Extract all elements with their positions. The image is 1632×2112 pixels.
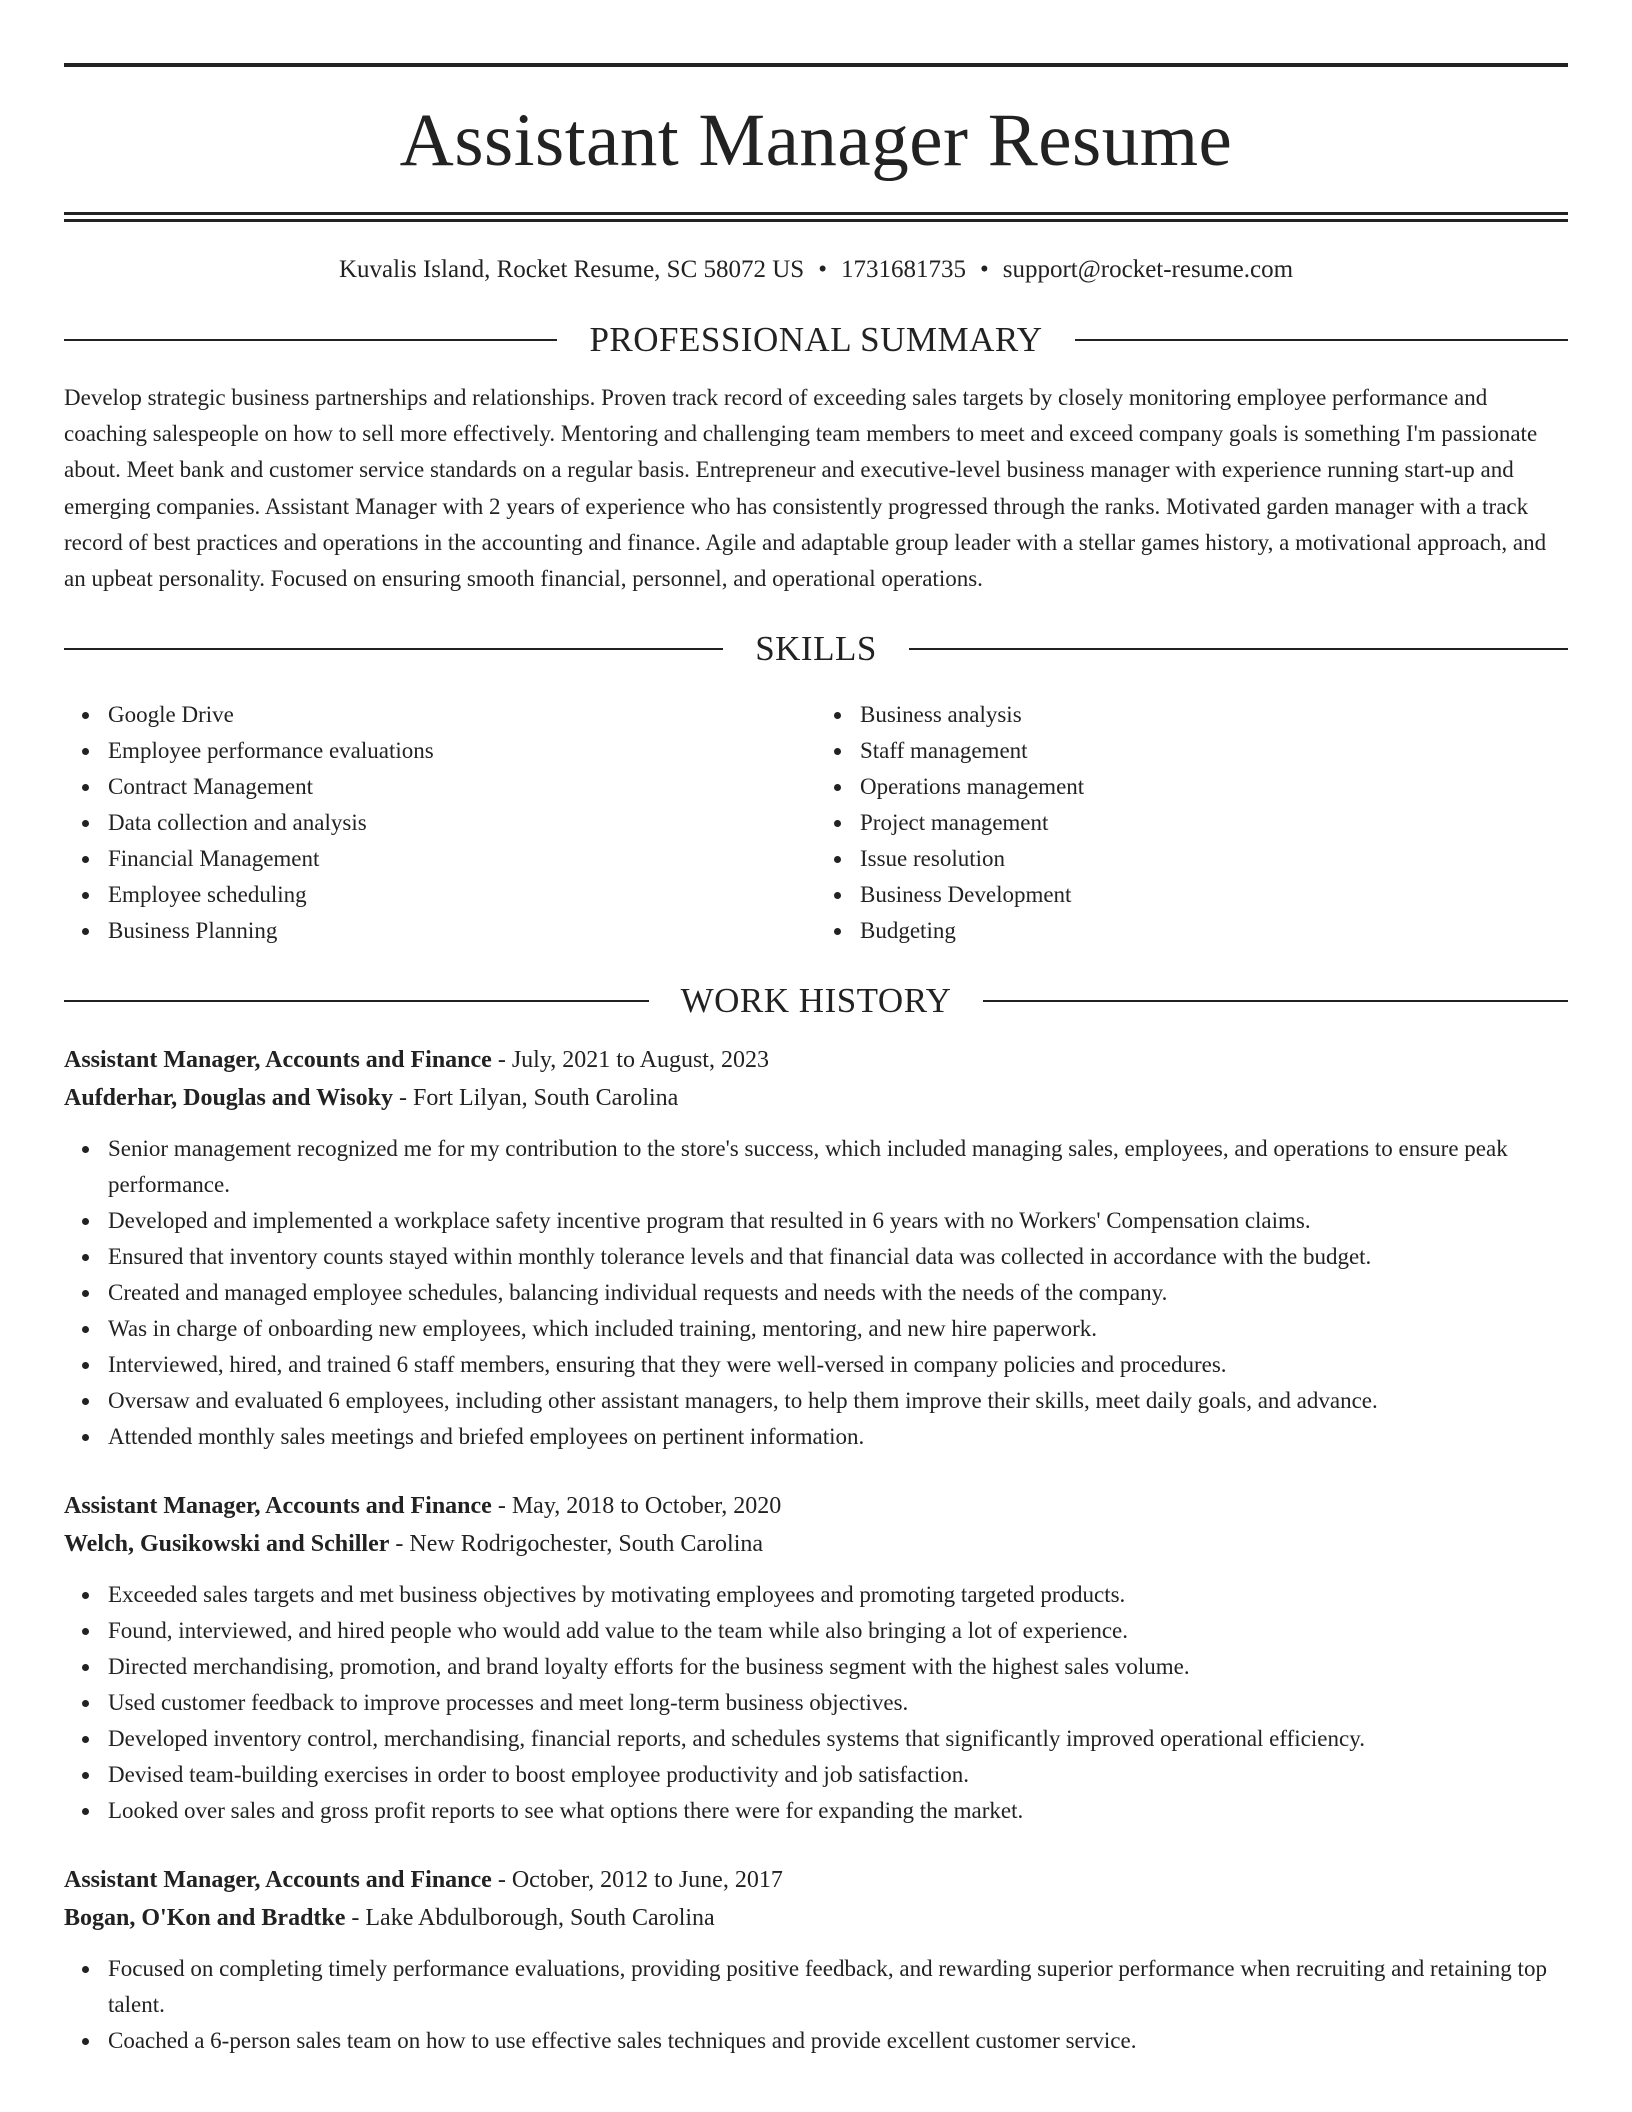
- job-title: Assistant Manager, Accounts and Finance: [64, 1867, 492, 1894]
- job-bullet: Oversaw and evaluated 6 employees, including other assistant managers, to help them improve their skills, meet daily goals, and advance.: [108, 1383, 1568, 1419]
- skill-item: Employee performance evaluations: [108, 733, 816, 769]
- job-company-line: [64, 1899, 1568, 1937]
- job-bullet: Developed and implemented a workplace safety incentive program that resulted in 6 years with no Workers' Compensation claims.: [108, 1203, 1568, 1239]
- skill-item: Budgeting: [860, 913, 1568, 949]
- job-title: Assistant Manager, Accounts and Finance: [64, 1047, 492, 1074]
- skill-item: Business Planning: [108, 913, 816, 949]
- skill-item: Employee scheduling: [108, 877, 816, 913]
- job-company: Welch, Gusikowski and Schiller: [64, 1531, 390, 1558]
- summary-heading: [64, 318, 1568, 362]
- job-title-line: [64, 1487, 1568, 1525]
- job-entry: [64, 1487, 1568, 1829]
- job-dates: - May, 2018 to October, 2020: [491, 1493, 782, 1520]
- job-location: - Fort Lilyan, South Carolina: [393, 1085, 679, 1112]
- summary-heading-label: PROFESSIONAL SUMMARY: [589, 320, 1043, 359]
- job-bullet: Senior management recognized me for my contribution to the store's success, which included managing sales, employees, and operations to ensure peak performance.: [108, 1131, 1568, 1203]
- job-bullet: Focused on completing timely performance evaluations, providing positive feedback, and rewarding superior performance when recruiting and retaining top talent.: [108, 1951, 1568, 2023]
- job-company: Aufderhar, Douglas and Wisoky: [64, 1085, 393, 1112]
- resume-title: Assistant Manager Resume: [399, 99, 1233, 182]
- resume-page: [64, 0, 1568, 2059]
- job-title-line: [64, 1861, 1568, 1899]
- job-bullet: Was in charge of onboarding new employees, which included training, mentoring, and new hire paperwork.: [108, 1311, 1568, 1347]
- skill-item: Financial Management: [108, 841, 816, 877]
- job-location: - New Rodrigochester, South Carolina: [389, 1531, 764, 1558]
- work-heading-label: WORK HISTORY: [680, 981, 952, 1021]
- job-bullet: Used customer feedback to improve processes and meet long-term business objectives.: [108, 1685, 1568, 1721]
- contact-separator: •: [818, 256, 827, 283]
- contact-address: Kuvalis Island, Rocket Resume, SC 58072 US: [338, 256, 805, 283]
- job-bullet: Coached a 6-person sales team on how to use effective sales techniques and provide excellent customer service.: [108, 2023, 1568, 2059]
- job-location: - Lake Abdulborough, South Carolina: [345, 1905, 715, 1932]
- job-entry: [64, 1041, 1568, 1455]
- skill-item: Contract Management: [108, 769, 816, 805]
- job-bullet: Developed inventory control, merchandising, financial reports, and schedules systems that significantly improved operational efficiency.: [108, 1721, 1568, 1757]
- job-title-line: [64, 1041, 1568, 1079]
- skill-item: Business Development: [860, 877, 1568, 913]
- work-history-list: [64, 1041, 1568, 2059]
- job-bullets: [64, 1577, 1568, 1829]
- job-bullet: Created and managed employee schedules, balancing individual requests and needs with the needs of the company.: [108, 1275, 1568, 1311]
- summary-text: Develop strategic business partnerships and relationships. Proven track record of exceeding sales targets by closely monitoring employee performance and coaching salespeople on how to sell more effectively. Mentoring and challenging team members to meet and exceed company goals is something I'm passionate about. Meet bank and customer service standards on a regular basis. Entrepreneur and executive-level business manager with experience running start-up and emerging companies. Assistant Manager with 2 years of experience who has consistently progressed through the ranks. Motivated garden manager with a track record of best practices and operations in the accounting and finance. Agile and adaptable group leader with a stellar games history, a motivational approach, and an upbeat personality. Focused on ensuring smooth financial, personnel, and operational operations.: [64, 385, 1547, 592]
- skill-item: Google Drive: [108, 697, 816, 733]
- heading-rule-right: [983, 1000, 1568, 1002]
- job-dates: - July, 2021 to August, 2023: [491, 1047, 769, 1074]
- job-bullet: Looked over sales and gross profit reports to see what options there were for expanding the market.: [108, 1793, 1568, 1829]
- contact-separator: •: [979, 256, 989, 283]
- job-dates: - October, 2012 to June, 2017: [491, 1867, 783, 1894]
- job-company-line: [64, 1079, 1568, 1117]
- contact-email: support@rocket-resume.com: [1002, 256, 1294, 283]
- job-company: Bogan, O'Kon and Bradtke: [64, 1905, 346, 1932]
- job-company-line: [64, 1525, 1568, 1563]
- title-double-rule: [64, 212, 1568, 222]
- job-bullet: Devised team-building exercises in order to boost employee productivity and job satisfaction.: [108, 1757, 1568, 1793]
- job-bullet: Exceeded sales targets and met business objectives by motivating employees and promoting targeted products.: [108, 1577, 1568, 1613]
- heading-rule-right: [909, 648, 1568, 650]
- top-rule: [64, 63, 1568, 67]
- skill-item: Issue resolution: [860, 841, 1568, 877]
- job-bullet: Directed merchandising, promotion, and brand loyalty efforts for the business segment with the highest sales volume.: [108, 1649, 1568, 1685]
- skill-item: Business analysis: [860, 697, 1568, 733]
- skills-heading-label: SKILLS: [755, 629, 877, 669]
- job-bullet: Interviewed, hired, and trained 6 staff members, ensuring that they were well-versed in company policies and procedures.: [108, 1347, 1568, 1383]
- job-bullet: Found, interviewed, and hired people who would add value to the team while also bringing a lot of experience.: [108, 1613, 1568, 1649]
- skills-list: [64, 697, 1568, 949]
- job-title: Assistant Manager, Accounts and Finance: [64, 1493, 492, 1520]
- work-heading: [64, 979, 1568, 1023]
- heading-rule-left: [64, 339, 557, 341]
- contact-phone: 1731681735: [840, 256, 966, 283]
- job-bullets: [64, 1951, 1568, 2059]
- job-bullets: [64, 1131, 1568, 1455]
- contact-line: [64, 252, 1568, 288]
- skills-column-left: [64, 697, 816, 949]
- heading-rule-left: [64, 648, 723, 650]
- heading-rule-left: [64, 1000, 649, 1002]
- job-bullet: Ensured that inventory counts stayed within monthly tolerance levels and that financial data was collected in accordance with the budget.: [108, 1239, 1568, 1275]
- job-bullet: Attended monthly sales meetings and briefed employees on pertinent information.: [108, 1419, 1568, 1455]
- skills-column-right: [816, 697, 1568, 949]
- job-entry: [64, 1861, 1568, 2059]
- skill-item: Operations management: [860, 769, 1568, 805]
- skill-item: Staff management: [860, 733, 1568, 769]
- skills-heading: [64, 627, 1568, 671]
- skill-item: Data collection and analysis: [108, 805, 816, 841]
- skill-item: Project management: [860, 805, 1568, 841]
- heading-rule-right: [1075, 339, 1568, 341]
